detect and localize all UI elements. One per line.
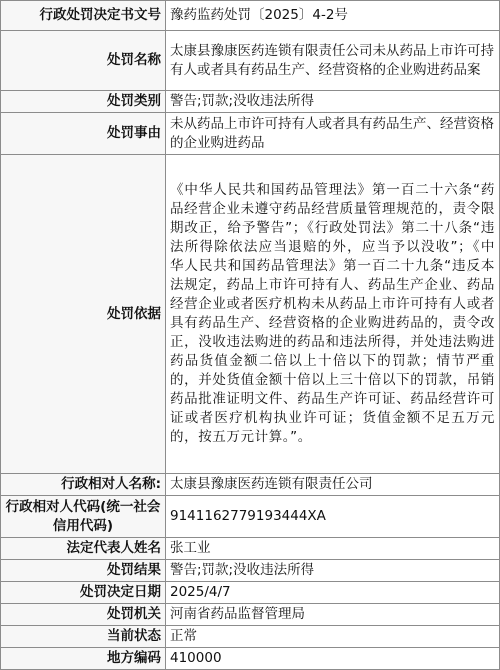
label-decision-number: 行政处罚决定书文号 <box>1 1 166 31</box>
label-penalty-authority: 处罚机关 <box>1 604 166 626</box>
row-local-code <box>1 648 500 670</box>
value-penalty-result: 警告;罚款;没收违法所得 <box>166 560 500 582</box>
label-current-status: 当前状态 <box>1 626 166 648</box>
label-penalty-category: 处罚类别 <box>1 91 166 113</box>
penalty-record-body <box>1 1 500 670</box>
row-penalty-result <box>1 560 500 582</box>
row-penalty-basis <box>1 155 500 474</box>
value-legal-representative: 张工业 <box>166 538 500 560</box>
value-penalty-category: 警告;罚款;没收违法所得 <box>166 91 500 113</box>
row-penalty-category <box>1 91 500 113</box>
value-local-code: 410000 <box>166 648 500 670</box>
value-decision-date: 2025/4/7 <box>166 582 500 604</box>
label-party-code: 行政相对人代码(统一社会信用代码) <box>1 496 166 538</box>
value-penalty-reason: 未从药品上市许可持有人或者具有药品生产、经营资格的企业购进药品 <box>166 113 500 155</box>
value-penalty-name: 太康县豫康医药连锁有限责任公司未从药品上市许可持有人或者具有药品生产、经营资格的企业购进药品案 <box>166 31 500 91</box>
value-penalty-basis: 《中华人民共和国药品管理法》第一百二十六条“药品经营企业未遵守药品经营质量管理规范的，责令限期改正，给予警告”；《行政处罚法》第二十八条“违法所得除依法应当退赔的外，应当予以没收”；《中华人民共和国药品管理法》第一百二十九条“违反本法规定，药品上市许可持有人、药品生产企业、药品经营企业或者医疗机构未从药品上市许可持有人或者具有药品生产、经营资格的企业购进药品的，责令改正，没收违法购进的药品和违法所得，并处违法购进药品货值金额二倍以上十倍以下的罚款；情节严重的，并处货值金额十倍以上三十倍以下的罚款，吊销药品批准证明文件、药品生产许可证、药品经营许可证或者医疗机构执业许可证；货值金额不足五万元的，按五万元计算。”。 <box>166 155 500 474</box>
label-local-code: 地方编码 <box>1 648 166 670</box>
value-party-code: 9141162779193444XA <box>166 496 500 538</box>
label-decision-date: 处罚决定日期 <box>1 582 166 604</box>
value-party-name: 太康县豫康医药连锁有限责任公司 <box>166 474 500 496</box>
label-penalty-reason: 处罚事由 <box>1 113 166 155</box>
value-current-status: 正常 <box>166 626 500 648</box>
label-penalty-result: 处罚结果 <box>1 560 166 582</box>
row-party-name <box>1 474 500 496</box>
row-legal-representative <box>1 538 500 560</box>
row-decision-number <box>1 1 500 31</box>
label-penalty-basis: 处罚依据 <box>1 155 166 474</box>
row-penalty-reason <box>1 113 500 155</box>
row-current-status <box>1 626 500 648</box>
row-penalty-name <box>1 31 500 91</box>
row-penalty-authority <box>1 604 500 626</box>
value-decision-number: 豫药监药处罚〔2025〕4-2号 <box>166 1 500 31</box>
label-party-name: 行政相对人名称: <box>1 474 166 496</box>
row-party-code <box>1 496 500 538</box>
label-penalty-name: 处罚名称 <box>1 31 166 91</box>
label-legal-representative: 法定代表人姓名 <box>1 538 166 560</box>
value-penalty-authority: 河南省药品监督管理局 <box>166 604 500 626</box>
row-decision-date <box>1 582 500 604</box>
